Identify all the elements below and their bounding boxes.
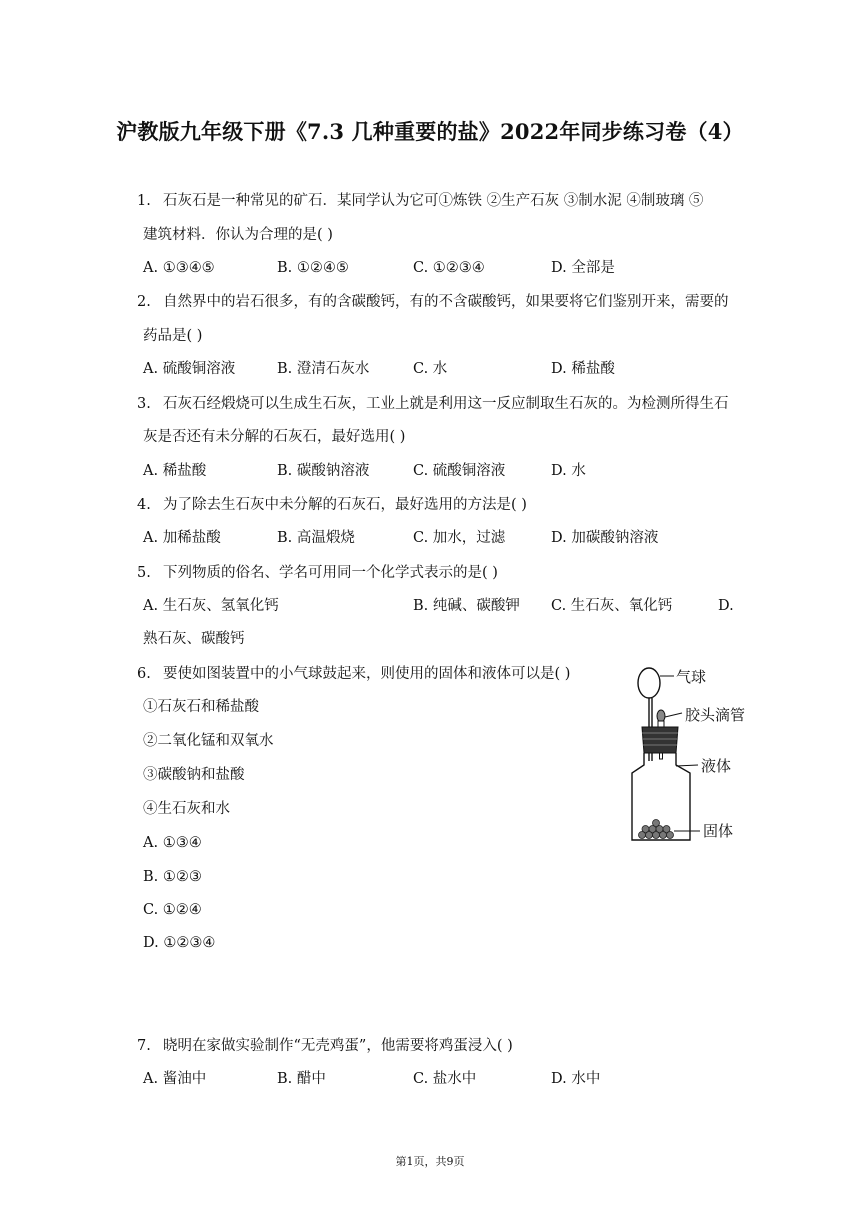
option-c[interactable]: C. 水: [413, 361, 448, 377]
label-solid: 固体: [703, 822, 734, 840]
question-number: 5.: [137, 565, 151, 581]
question-text-cont: 灰是否还有未分解的石灰石，最好选用( ): [143, 429, 406, 445]
option-d-text[interactable]: 熟石灰、碳酸钙: [143, 631, 245, 647]
option-c[interactable]: C. 盐水中: [413, 1071, 477, 1087]
page-title: 沪教版九年级下册《7.3 几种重要的盐》2022年同步练习卷（4）: [116, 119, 744, 144]
question-number: 2.: [137, 294, 151, 310]
question-number: 3.: [137, 396, 151, 412]
question-text-cont: 建筑材料．你认为合理的是( ): [143, 227, 333, 243]
question-number: 4.: [137, 497, 151, 513]
question-text: 石灰石经煅烧可以生成生石灰，工业上就是利用这一反应制取生石灰的。为检测所得生石: [163, 396, 729, 412]
option-b[interactable]: B. 醋中: [277, 1071, 326, 1087]
label-balloon: 气球: [676, 668, 707, 686]
option-b[interactable]: B. 高温煅烧: [277, 530, 355, 546]
stopper-icon: [642, 727, 678, 753]
option-d[interactable]: D. 水中: [551, 1071, 601, 1087]
option-a[interactable]: A. 稀盐酸: [143, 463, 207, 479]
option-d[interactable]: D. 加碳酸钠溶液: [551, 530, 659, 546]
label-dropper: 胶头滴管: [685, 706, 746, 724]
option-a[interactable]: A. 生石灰、氢氧化钙: [143, 598, 279, 614]
option-c[interactable]: C. 硫酸铜溶液: [413, 463, 506, 479]
question-text: 晓明在家做实验制作“无壳鸡蛋”，他需要将鸡蛋浸入( ): [163, 1038, 513, 1054]
option-c[interactable]: C. 加水，过滤: [413, 530, 506, 546]
list-item: ④生石灰和水: [143, 801, 230, 817]
option-c[interactable]: C. ①②③④: [413, 260, 485, 276]
apparatus-diagram: [628, 661, 780, 843]
question-text: 自然界中的岩石很多，有的含碳酸钙，有的不含碳酸钙，如果要将它们鉴别开来，需要的: [163, 294, 729, 310]
option-b[interactable]: B. 澄清石灰水: [277, 361, 370, 377]
option-c[interactable]: C. 生石灰、氧化钙: [551, 598, 673, 614]
balloon-icon: [638, 668, 660, 698]
question-number: 6.: [137, 666, 151, 682]
option-d[interactable]: D. 水: [551, 463, 586, 479]
dropper-bulb-icon: [657, 710, 665, 722]
question-text: 要使如图装置中的小气球鼓起来，则使用的固体和液体可以是( ): [163, 666, 571, 682]
page-footer: 第1页，共9页: [395, 1155, 465, 1168]
option-b[interactable]: B. 碳酸钠溶液: [277, 463, 370, 479]
option-d[interactable]: D. 全部是: [551, 260, 615, 276]
option-b[interactable]: B. 纯碱、碳酸钾: [413, 598, 520, 614]
label-liquid: 液体: [701, 757, 732, 775]
option-d[interactable]: D. ①②③④: [143, 935, 216, 951]
question-text: 为了除去生石灰中未分解的石灰石，最好选用的方法是( ): [163, 497, 527, 513]
option-a[interactable]: A. ①③④: [143, 835, 202, 851]
option-a[interactable]: A. 加稀盐酸: [143, 530, 221, 546]
option-a[interactable]: A. ①③④⑤: [143, 260, 215, 276]
list-item: ②二氧化锰和双氧水: [143, 733, 274, 749]
question-number: 7.: [137, 1038, 151, 1054]
question-number: 1.: [137, 193, 151, 209]
list-item: ①石灰石和稀盐酸: [143, 699, 259, 715]
question-text: 下列物质的俗名、学名可用同一个化学式表示的是( ): [163, 565, 498, 581]
option-b[interactable]: B. ①②③: [143, 869, 202, 885]
list-item: ③碳酸钠和盐酸: [143, 767, 245, 783]
question-text-cont: 药品是( ): [143, 328, 203, 344]
option-a[interactable]: A. 硫酸铜溶液: [143, 361, 236, 377]
question-text: 石灰石是一种常见的矿石．某同学认为它可①炼铁 ②生产石灰 ③制水泥 ④制玻璃 ⑤: [163, 193, 704, 209]
option-a[interactable]: A. 酱油中: [143, 1071, 207, 1087]
option-b[interactable]: B. ①②④⑤: [277, 260, 349, 276]
option-d[interactable]: D. 稀盐酸: [551, 361, 615, 377]
option-c[interactable]: C. ①②④: [143, 902, 202, 918]
option-d[interactable]: D.: [718, 598, 734, 614]
solid-icon: [639, 820, 674, 839]
